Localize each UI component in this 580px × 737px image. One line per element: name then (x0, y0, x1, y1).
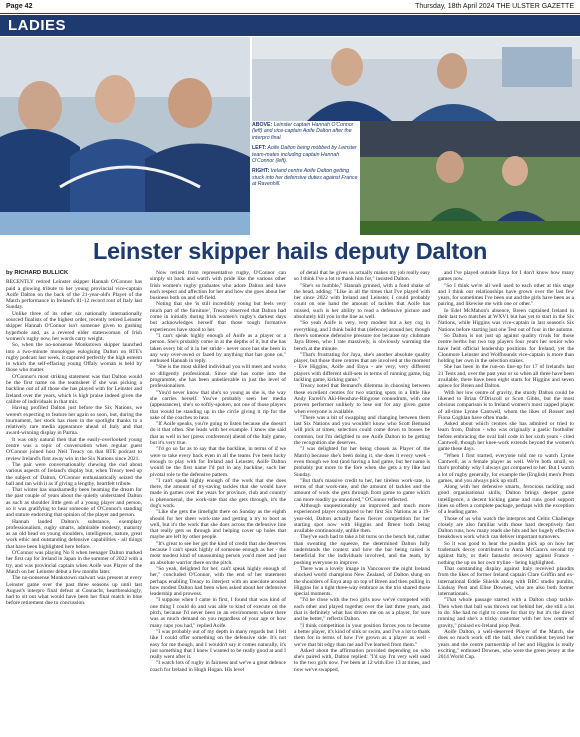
article-paragraph: O'Connor's most striking statement was that Dalton would be the first name on the teamsheet if she was picking a backline out of all those she has played with for Leinster and Ireland over the years, which is high praise indeed given the calibre of individuals in that mix. (6, 373, 142, 405)
caption-above: ABOVE: Leinster captain Hannah O'Connor (left) and vice-captain Aoife Dalton after the interpro final. (252, 122, 354, 141)
masthead (0, 0, 580, 14)
article-paragraph: Treacy noted that Bemand's dilemma in choosing between these excellent centres for two starting spots in a little like Andy Farrell's Aki-Henshaw-Ringrose conundrum, with one proven performer unlikely to lose out for any given game when everyone is available. (294, 383, 430, 415)
caption-left: LEFT: Aoife Dalton being mobbed by Leinster team-mates including captain Hannah O'Connor (left). (252, 145, 357, 165)
article-column-2 (150, 270, 286, 730)
article-paragraph: So, when the no-nonsense Monkstown skipper launched into a two-minute monologue eulogising Dalton on RTE's rugby podcast last week, it captured perfectly the high esteem in which the self-effacing young Offaly woman is held by those who matter. (6, 342, 142, 374)
article-paragraph: "She is the most skilled individual you will meet and works so diligently professional. Since she has come into the programme, she has been unbelievable in just the level of professionalism. (150, 364, 286, 390)
article-paragraph: In Edel McMahon's absence, Breen captained Ireland in their last two matches at WXV1 but has yet to start in the Six Nations, while Higgins was vice-captain in last season's Six Nations before starting just one Test out of four in the autumn. (438, 307, 574, 333)
article-paragraph: and I've played outside Enya for I don't know how many games now. (438, 270, 574, 283)
article-paragraph: "I was probably out of my depth in many regards but I felt like I could offer something on the defensive side. It's not easy for me though, and I wouldn't say it comes naturally, it's just something that I knew I wanted to be really good at and I really went after it. (150, 628, 286, 661)
byline: by RICHARD BULLICK (6, 270, 69, 276)
article-paragraph: "When I first started, everyone told me to watch Lynne Cantwell, as a female player as well. We're both small, so that's probably why I always got compared to her. But I watch a lot of rugby generally, for example the (English) men's Prem games, and you always pick up stuff. (438, 452, 574, 484)
article-paragraph: That winter has unashamedly been beaming the dream for the past couple of years about the quietly understated Dalton as such as shoulder little gem of a young player and person, so it was gratifying to hear someone of O'Connor's standing and stature endorsing that opinion of the player and person. (6, 487, 142, 519)
article-paragraph: With her low centre of gravity, the sturdy Dalton could be likened to Brian O'Driscoll or Scott Gibbs, but the most obvious comparison is to Ireland women's most capped player of all-time Lynne Cantwell, whom the likes of Rosser and Fiona Coghlan have often made. (438, 389, 574, 421)
article-headline: Leinster skipper hails deputy Dalton (92, 238, 487, 264)
article-paragraph: "But that's massive credit to her, her tireless work-rate, in terms of that work-rate, and the amount of tackles and the amount of work she gets through from game to game which can more readily go unnoticed," O'Connor reflected. (294, 477, 430, 503)
article-paragraph: "So yeah Aoife is very, very modest but a key cog in everything, and I think build that (defence) around her, though there's someone defensive pressure too because my clubmate Jaya Breen, who I rate massively, is obviously warming the bench at the minute. (294, 320, 430, 352)
article-paragraph: RECENTLY retired Leinster skipper Hannah O'Connor has paid a glowing tribute to her young provincial vice-captain Aoife Dalton on the back of the 21-year-old's Player of the Match performance in Ireland's 81-12 record rout of Italy last Sunday. (6, 279, 142, 311)
article-paragraph: There was a lovely image in Vancouver the night Ireland shocked world champions New Zealand, of Dalton slung on the shoulders of Enya atop on top of Breen and then pulling in Higgins for a tight three-way embrace as the trio shared those special moments. (294, 565, 430, 598)
page-number: Page 42 (6, 3, 33, 10)
article-paragraph: "So I think we're all well used to each other at this stage and I think our relationships have grown over the last few years, for sometimes I've been out and the girls have been as a pairing, and likewise me with one or other." (438, 282, 574, 308)
article-paragraph: "That's frustrating for Jaya, she's another absolute quality player, but those three centres that are involved at the moment - Eve Higgins, Aoife and Enya - are very, very different players with different skill-sets in terms of running game, big tackling game, kicking game." (294, 351, 430, 384)
article-paragraph: "That whole passage started with a Dalton chop tackle. Then when that ball was thrown out behind her, she still a lot to do. She had no right to come for that try but it's the direct running and she's a tricky customer with her low centre of gravity," praised ex-Ireland prop Peat. (438, 597, 574, 629)
article-paragraph: "I can't speak highly enough of Aoife as a player or a person. She's probably come in at the depths of it, but she has taken every bit of it in her stride - never once has she been in any way over-awed or fazed by anything that has gone on," enthused Hannah in reply. (150, 332, 286, 365)
article-paragraph: "I suppose when I came in first, I found that was kind of one thing I could do and was able to kind of execute on the pitch, because I'd never been in an environment where there was as much demand on you regardless of your age or how many caps you had," replied Aoife. (150, 597, 286, 629)
article-paragraph: "I'd go so far as to say that the backline, in terms of if we were to take every back even in all the teams I've been lucky enough to play with for Ireland and Leinster, Aoife Dalton would be the first name I'd put in any backline, such her pivotal role to the defensive pattern. (150, 446, 286, 478)
article-paragraph: Unlike three of its other six nationally internationally sourced finalists of the highest order, recently retired Leinster skipper Hannah O'Connor isn't someone given to gushing hyperbole and, as a revered elder stateswoman of Irish women's rugby now, her words carry weight. (6, 310, 142, 342)
photo-captain-and-vice-captain (252, 37, 580, 121)
article-paragraph: So it was good to hear the pundits pick up on how her trademark decoy contributed to Anna McGann's second try against Italy, or their fantastic recovery against France - nothing the up on her own tryline - being highlighted. (438, 540, 574, 566)
article-paragraph: of detail that he gives us actually makes my job really easy so I think I've a lot to thank him for," insisted Dalton. (294, 270, 430, 283)
article-paragraph: Having profiled Dalton just before the Six Nations, we weren't expecting to feature her again so soon, but, during the tournament, her stock has risen in the spotlight thanks to a relatively rare media appearance ahead of Italy and that award-winning display in Parma. (6, 405, 142, 437)
article-paragraph: "You'd never know that she's so young as she is, the way she carries herself. You've probably seen her media (appearances), she's so softly-spoken, not one of those players that would be standing up in the circle giving it rip for the sake of the coaches to hear. (150, 389, 286, 421)
article-paragraph: That outstanding display against Italy received plaudits from the likes of former Ireland captain Clare Griffin and ex-international Eddie Shields along with BBC studio pundits, Lindsay Peat and Elise Downes, who are also both former internationals. (438, 565, 574, 598)
section-bar (0, 15, 580, 36)
article-paragraph: "It's great to see her get the kind of credit that she deserves because I can't speak highly of someone enough as her - the most modest kind of unassuming person you'd meet and just an absolute warrior there on the pitch. (150, 540, 286, 566)
issue-date: Thursday, 18th April 2024 THE ULSTER GAZETTE (415, 3, 574, 10)
article-paragraph: "There was a bit of swapping and changing between them last Six Nations and you wouldn't know who Scott Bemand will pick at times, selection could come down to bosses be common, but I'm delighted to see Aoife Dalton to be getting the recognition she deserves. (294, 414, 430, 447)
article-paragraph: It was only natural then that the easily-overlooked young centre was a topic of conversation when regular guest O'Connor joined host Neil Treacy on that RTE podcast to review Ireland's first away win in the Six Nations since 2021. (6, 436, 142, 462)
article-paragraph: The pair were conversationally chewing the cud about various aspects of Ireland's display but, when Treacy teed up the subject of Dalton, O'Connor enthusiastically seized the ball and ran with it as if giving a lengthy, heartfelt tribute. (6, 461, 142, 487)
article-paragraph: Hannah lauded Dalton's substance, exemplary professionalism, rugby smarts, admirable modesty, maturity as an old head on young shoulders, intelligence, nature, great work ethic and outstanding defensive capabilities - all things that have been highlighted here before. (6, 518, 142, 550)
article-paragraph: "I'd be close with the two girls now we've competed with each other and played together over the last three years, and that is definitely what has driven me on as a player, for sure and be better," reflects Dalton. (294, 597, 430, 623)
article-paragraph: Asked about which centres she has admired or tried to learn from, Dalton - who was originally a gaelic footballer before embracing the oval ball code in her sixth years - cited Cantwell, though her knee-work extends beyond the women's game these days. (438, 421, 574, 453)
article-paragraph: So Dalton is not just up against quality rivals for those centre berths but two top players four years her senior who have held official leadership positions for Ireland, yet the Clonmore Leinster and Wolfhounds vice-captain is more than holding her own in the selection stakes. (438, 332, 574, 365)
article-paragraph: Although unquestionably an improved and much more experienced player compared to her first Six Nations as a 19-year-old, Dalton actually faces fiercer competition for her starting spot now with Higgins and Breen both being available continuously, unlike then. (294, 502, 430, 535)
article-paragraph: "I watch lots of rugby in fairness and we've a great defence coach for Ireland in Hugh Hogan. His level (150, 660, 286, 673)
article-paragraph: Asked about the affirmation provided depending on who she's paired with, Dalton replied: "I'd say I'm very well used to the two girls now. I've been at 12 with Eve 13 at times, and now we've swapped, (294, 647, 430, 673)
article-body (6, 270, 574, 730)
article-column-4 (438, 270, 574, 730)
photo-dalton-tackle (360, 121, 580, 235)
photo-team-celebration (0, 37, 250, 235)
article-paragraph: She has been in the run-on line-up for 17 of Ireland's last 21 Tests and, over the past year or so when all three have been available, there have been eight starts for Higgins and seven apiece for Breen and Dalton. (438, 364, 574, 390)
article-paragraph: "I think competition in your position forces you to become a better player, it's kind of sink or swim, and I've a lot to thank them for in terms of how I've grown as a player as well - we've that bit edgy than me and I've learned from them." (294, 622, 430, 648)
section-label: LADIES (8, 17, 67, 34)
article-paragraph: Now retired from representative rugby, O'Connor can simply sit back and watch with pride like the various other Irish women's rugby graduates who adore Dalton and have each respect and affection for her and how she goes about her business both on and off-field. (150, 270, 286, 302)
article-paragraph: O'Connor was playing No 8 when teenager Dalton marked her first cap for Ireland in Japan in the summer of 2022 with a try, and was provincial captain when Aoife was Player of the Match on her Leinster debut a few months later. (6, 550, 142, 575)
article-paragraph: Aoife Dalton, a well-deserved Player of the Match, she does so much work off the ball, she's confident beyond her years and the centre partnership of her and Higgins is really exciting," enthused Downes, who were the green jersey at the 2014 World Cup. (438, 628, 574, 661)
article-paragraph: Along with her defensive smarts, ferocious tackling and good organisational skills, Dalton brings deeper game intelligence, a decent kicking game and runs good support lines so offers a complete package, perhaps with the exception of a leading game. (438, 484, 574, 516)
article-paragraph: Those of us who watch the interpros and Celtic Challenge closely are also familiar with those hard deceptively fast Dalton runs, how many reads she hits and her hugely effective breakdown work which can deliver important turnovers. (438, 515, 574, 541)
article-column-1 (6, 270, 142, 730)
article-paragraph: They've each had to take a bit turns on the bench but, rather than sweating the squeeze, the determined Dalton fully understands the context and how the bar being raised is beneficial for the individuals involved, and the team, by pushing everyone to improve. (294, 534, 430, 566)
photo-captions (252, 122, 358, 235)
article-paragraph: Noting that she 'is still incredibly young but feels very much part of the furniture', Treacy observed that Dalton had come in initially during Irish women's rugby's darkest days but acknowledges herself that those tough formative experiences have stood to her. (150, 301, 286, 333)
article-paragraph: "Like she gets the limelight there on Sunday as the eighth should for her sheer work-rate and getting a try to boot as well, but it's the work that she does across the defensive line that really gets us through and helping cover up holes that maybe are left by other people. (150, 509, 286, 541)
article-paragraph: "She's so humble," Hannah grinned, with a fond shake of the head, adding: "Like in all the times that I've played with her since 2022 with Ireland and Leinster, I could probably count on one hand the amount of tackles that Aoife has missed, such is her ability to read a defensive picture and absolutely kill you in the line as well. (294, 282, 430, 321)
article-paragraph: "I was delighted for her being chosen as Player of the Match) because she's been doing it, she does it every week - even though we lost (and having a bad game, but her name is probably put more to the fore when she gets a try like last Sunday. (294, 446, 430, 478)
article-paragraph: "If Aoife speaks, you're going to listen because she doesn't do it that often. She leads with her example. I know she said that as well in her (press conference) ahead of the Italy game, but it's very true. (150, 421, 286, 447)
article-paragraph: "So yeah, delighted for her, can't speak highly enough of her," concluded O'Connor, with the end of her statement perhaps enabling Treacy to interject with an anecdote around how modest Dalton had been when asked about her defensive leadership and prowess. (150, 565, 286, 598)
article-paragraph: "I can't speak highly enough of the work that she does there, the amount of try-saving tackles that she would have made in games over the years for province, club and country is phenomenal, the work-rate that she gets through, it's the dog's work. (150, 477, 286, 509)
caption-right: RIGHT: Ireland centre Aoife Dalton getting stuck into her defensive duties against France at Ravenhill. (252, 168, 358, 188)
article-paragraph: The no-nonsense Monkstown stalwart was present at every Leinster game over the past three seasons up until last August's interpro final defeat at Connacht, heartbreakingly, had to sit out what would have been her final match in blue before retirement due to concussion. (6, 575, 142, 607)
article-column-3 (294, 270, 430, 730)
